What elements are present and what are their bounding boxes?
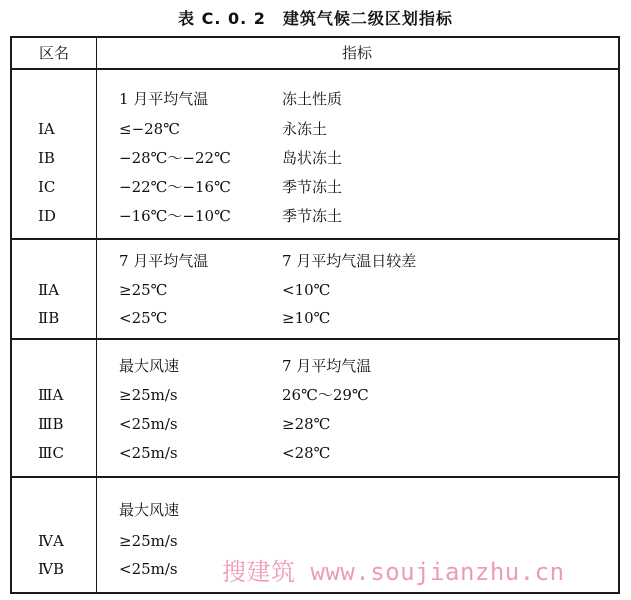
- group-heading-row: [12, 86, 618, 112]
- index-value-2: 季节冻土: [282, 207, 343, 225]
- index-value-1: −28℃～−22℃: [119, 149, 231, 167]
- header-index: 指标: [341, 44, 372, 62]
- table-row: [12, 145, 618, 171]
- group-heading-col2: 7 月平均气温日较差: [282, 252, 417, 270]
- zone-code: ⅡB: [38, 309, 60, 327]
- index-value-2: ≥28℃: [282, 415, 331, 433]
- index-value-2: ≥10℃: [282, 309, 331, 327]
- group-heading-row: [12, 353, 618, 379]
- index-value-1: −22℃～−16℃: [119, 178, 231, 196]
- group-heading-col2: 冻土性质: [282, 90, 343, 108]
- group-heading-col1: 7 月平均气温: [119, 252, 209, 270]
- index-value-2: <10℃: [282, 281, 331, 299]
- zone-code: ⅣA: [38, 532, 64, 550]
- index-value-1: ≤−28℃: [119, 120, 181, 138]
- index-value-1: ≥25℃: [119, 281, 168, 299]
- table-row: [12, 440, 618, 466]
- group-heading-row: [12, 497, 618, 523]
- group-heading-col1: 最大风速: [119, 357, 180, 375]
- group-heading-col1: 1 月平均气温: [119, 90, 209, 108]
- table-row: [12, 203, 618, 229]
- index-value-1: <25℃: [119, 309, 168, 327]
- group-heading-row: [12, 248, 618, 274]
- zone-code: ⅣB: [38, 560, 65, 578]
- zone-code: ⅠD: [38, 207, 56, 225]
- index-value-1: <25m/s: [119, 415, 178, 433]
- watermark: 搜建筑 www.soujianzhu.cn: [222, 558, 565, 586]
- zone-code: ⅠC: [38, 178, 56, 196]
- index-value-2: 岛状冻土: [282, 149, 343, 167]
- table-header-row: [12, 38, 618, 70]
- group-heading-col1: 最大风速: [119, 501, 180, 519]
- table-row: [12, 174, 618, 200]
- zone-code: ⅠB: [38, 149, 55, 167]
- index-value-2: 26℃～29℃: [282, 386, 369, 404]
- zone-code: ⅡA: [38, 281, 60, 299]
- table-row: [12, 277, 618, 303]
- page-title: 表 C. 0. 2 建筑气候二级区划指标: [178, 9, 453, 28]
- table-row: [12, 528, 618, 554]
- zone-group-3: [12, 340, 618, 478]
- index-value-1: <25m/s: [119, 444, 178, 462]
- zone-code: ⅢB: [38, 415, 64, 433]
- index-value-1: −16℃～−10℃: [119, 207, 231, 225]
- header-zone-name: 区名: [38, 44, 69, 62]
- table-row: [12, 305, 618, 331]
- index-value-2: 季节冻土: [282, 178, 343, 196]
- zone-code: ⅠA: [38, 120, 55, 138]
- index-value-2: <28℃: [282, 444, 331, 462]
- zone-group-2: [12, 240, 618, 340]
- group-heading-col2: 7 月平均气温: [282, 357, 372, 375]
- zone-code: ⅢA: [38, 386, 64, 404]
- index-value-1: ≥25m/s: [119, 532, 178, 550]
- climate-zone-table: [10, 36, 620, 594]
- table-row: [12, 382, 618, 408]
- index-value-2: 永冻土: [282, 120, 328, 138]
- zone-group-1: [12, 70, 618, 240]
- zone-code: ⅢC: [38, 444, 64, 462]
- table-row: [12, 411, 618, 437]
- index-value-1: ≥25m/s: [119, 386, 178, 404]
- table-row: [12, 116, 618, 142]
- index-value-1: <25m/s: [119, 560, 178, 578]
